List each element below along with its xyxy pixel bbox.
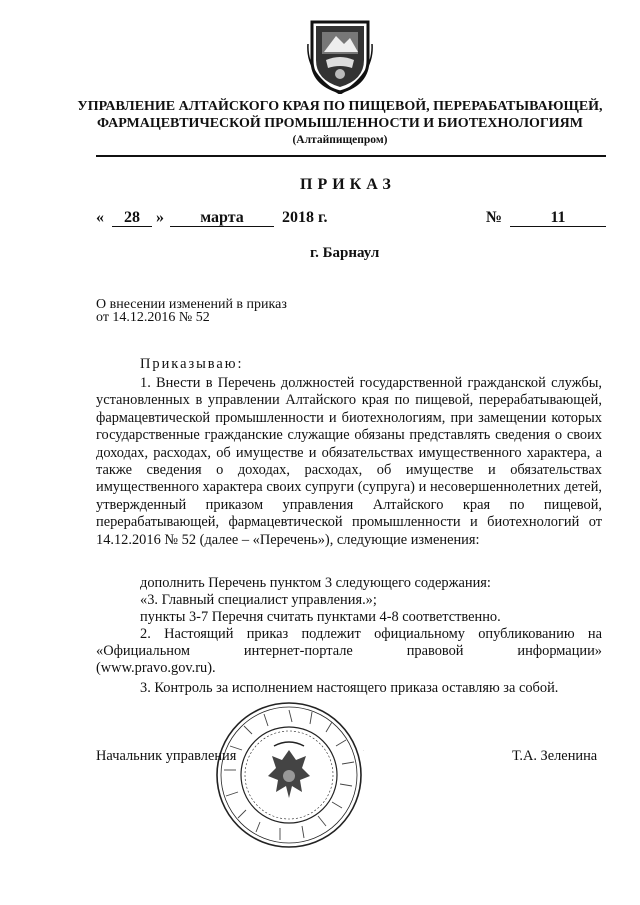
- quote-open: «: [96, 209, 104, 226]
- subject-line2: от 14.12.2016 № 52: [96, 310, 210, 325]
- paragraph-2-line2: «Официальном интернет-портале правовой информации»: [96, 643, 602, 659]
- order-day: 28: [112, 209, 152, 227]
- subject-line1: О внесении изменений в приказ: [96, 297, 287, 312]
- paragraph-3: 3. Контроль за исполнением настоящего приказа оставляю за собой.: [140, 680, 559, 696]
- paragraph-1: 1. Внести в Перечень должностей государственной гражданской службы, установленных в управлении Алтайского края по пищевой, перерабатывающей, фармацевтической промышленности и биотехнологиям, при замещении которых государственные гражданские служащие обязаны представлять сведения о своих доходах, расходах, об имуществе и обязательствах имущественного характера, а также сведения о доходах, расходах, об имуществе и обязательствах имущественного характера своих супруги (супруга) и несовершеннолетних детей, утвержденный приказом управления Алтайского края по пищевой, перерабатывающей, фармацевтической промышленности и биотехнологий от 14.12.2016 № 52 (далее – «Перечень»), следующие изменения:: [96, 375, 602, 548]
- amendment-line-3: пункты 3-7 Перечня считать пунктами 4-8 соответственно.: [140, 609, 501, 625]
- order-month: марта: [170, 209, 274, 227]
- amendment-line-1: дополнить Перечень пунктом 3 следующего содержания:: [140, 575, 491, 591]
- order-heading: Приказываю:: [140, 356, 244, 372]
- quote-close: »: [156, 209, 164, 226]
- amendment-line-2: «3. Главный специалист управления.»;: [140, 592, 377, 608]
- document-title: ПРИКАЗ: [300, 176, 396, 193]
- organization-short-name: (Алтайпищепром): [292, 134, 388, 146]
- order-number: 11: [510, 209, 606, 227]
- number-sign: №: [486, 209, 503, 226]
- coat-of-arms-icon: [302, 14, 378, 94]
- city: г. Барнаул: [310, 245, 380, 261]
- official-seal: [214, 700, 364, 850]
- order-year: 2018 г.: [282, 209, 328, 226]
- paragraph-2-line1: 2. Настоящий приказ подлежит официальному опубликованию на: [140, 626, 602, 642]
- organization-name-line2: ФАРМАЦЕВТИЧЕСКОЙ ПРОМЫШЛЕННОСТИ И БИОТЕХНОЛОГИЯМ: [96, 116, 584, 131]
- paragraph-2-line3: (www.pravo.gov.ru).: [96, 660, 216, 676]
- signatory-position: Начальник управления: [96, 748, 237, 764]
- signatory-name: Т.А. Зеленина: [512, 748, 598, 764]
- organization-name-line1: УПРАВЛЕНИЕ АЛТАЙСКОГО КРАЯ ПО ПИЩЕВОЙ, ПЕРЕРАБАТЫВАЮЩЕЙ,: [77, 99, 603, 114]
- header-divider: [96, 155, 606, 157]
